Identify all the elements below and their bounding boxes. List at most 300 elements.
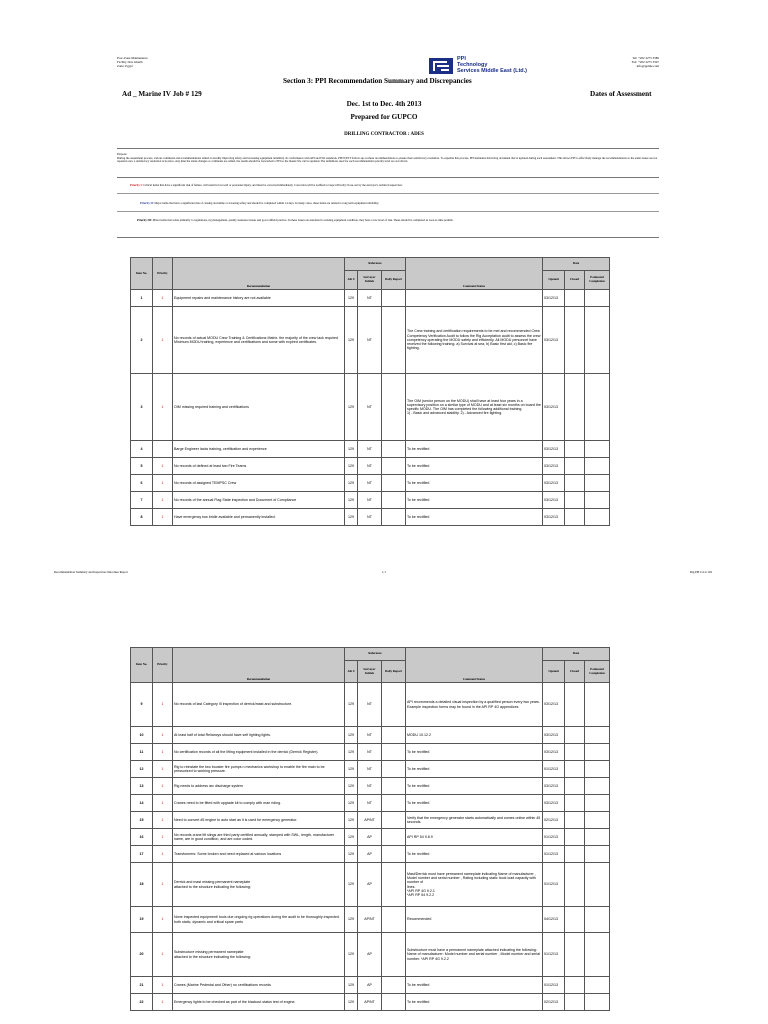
- table-cell-comment: API RP 54 9.8.9: [406, 829, 543, 846]
- table-cell-item-no: 21: [131, 977, 153, 994]
- table-cell-priority: [153, 441, 173, 458]
- table-cell-closed: [565, 441, 585, 458]
- table-cell-item-no: 2: [131, 307, 153, 374]
- divider: [117, 193, 659, 194]
- table-cell-recommendation: No records of assigned TEMPSC Crew: [173, 475, 345, 492]
- table-cell-comment: To be rectified: [406, 761, 543, 778]
- table-cell-job: 129: [345, 977, 358, 994]
- col-opened: Opened: [543, 271, 565, 290]
- col-job: Job #: [345, 271, 358, 290]
- table-cell-job: 129: [345, 933, 358, 977]
- table-cell-comment: To be rectified: [406, 475, 543, 492]
- table-cell-surveyor: AP/NT: [358, 812, 382, 829]
- table-cell-recommendation: Rig to reinstate the two booster fire pumps n mechanics workshop to enable the fire main to be pressurized to working pressure.: [173, 761, 345, 778]
- table-cell-priority: 1: [153, 492, 173, 509]
- table-cell-daily-report: [382, 744, 406, 761]
- priority-3-label: Priority III:: [137, 218, 152, 222]
- table-cell-item-no: 20: [131, 933, 153, 977]
- table-cell-comment: [406, 290, 543, 307]
- table-cell-estimated: [585, 492, 610, 509]
- table-cell-priority: 1: [153, 812, 173, 829]
- footer-page-number: 1/1: [382, 570, 386, 574]
- table-cell-comment: To be rectified: [406, 458, 543, 475]
- table-cell-estimated: [585, 727, 610, 744]
- table-cell-daily-report: [382, 907, 406, 933]
- header-right-line: info@ppime.com: [636, 64, 659, 68]
- table-cell-closed: [565, 795, 585, 812]
- purpose-block: [117, 153, 662, 164]
- table-cell-item-no: 1: [131, 290, 153, 307]
- table-cell-opened: 03/12/13: [543, 727, 565, 744]
- table-cell-closed: [565, 829, 585, 846]
- table-cell-priority: 1: [153, 795, 173, 812]
- table-cell-comment: To be rectified: [406, 795, 543, 812]
- table-cell-priority: 1: [153, 307, 173, 374]
- table-cell-surveyor: NT: [358, 683, 382, 727]
- table-cell-job: 129: [345, 994, 358, 1011]
- table-cell-recommendation: Equipment repairs and maintenance history are not available: [173, 290, 345, 307]
- table-row: [131, 290, 610, 307]
- table-cell-daily-report: [382, 761, 406, 778]
- table-cell-comment: To be rectified: [406, 441, 543, 458]
- table-cell-closed: [565, 761, 585, 778]
- table-row: [131, 933, 610, 977]
- table-cell-surveyor: AP: [358, 863, 382, 907]
- table-cell-comment: To be rectified: [406, 846, 543, 863]
- section-title: Section 3: PPI Recommendation Summary and Discrepancies: [283, 77, 472, 85]
- header-right-line: Tel: +202 2275 3580: [632, 56, 659, 60]
- table-cell-surveyor: NT: [358, 778, 382, 795]
- table-cell-recommendation: No records of actual MODU Crew Training & Certifications Matrix. the majority of the crew lack required Minimum MODU training, experience and certifications and some with expired certificates.: [173, 307, 345, 374]
- table-cell-opened: 03/12/13: [543, 744, 565, 761]
- table-cell-recommendation: No records of last Category III inspection of derrick/mast and substructure.: [173, 683, 345, 727]
- table-cell-closed: [565, 307, 585, 374]
- col-surveyor: Surveyor Initials: [358, 661, 382, 683]
- table-cell-daily-report: [382, 863, 406, 907]
- table-cell-recommendation: Emergency lights to be checked as part of the blackout status test of engine.: [173, 994, 345, 1011]
- priority-1-label: Priority I:: [130, 183, 143, 187]
- col-reference: Reference: [345, 648, 406, 661]
- table-cell-job: 129: [345, 374, 358, 441]
- col-opened: Opened: [543, 661, 565, 683]
- table-cell-comment: To be rectified: [406, 744, 543, 761]
- table-row: [131, 374, 610, 441]
- table-cell-daily-report: [382, 290, 406, 307]
- table-cell-surveyor: NT: [358, 509, 382, 526]
- col-date: Date: [543, 258, 610, 271]
- col-job: Job #: [345, 661, 358, 683]
- table-cell-surveyor: NT: [358, 374, 382, 441]
- table-cell-comment: To be rectified: [406, 994, 543, 1011]
- table-cell-priority: 1: [153, 977, 173, 994]
- table-cell-item-no: 9: [131, 683, 153, 727]
- table-cell-closed: [565, 509, 585, 526]
- dates-label: Dates of Assessment: [590, 90, 652, 98]
- table-cell-closed: [565, 727, 585, 744]
- table-cell-closed: [565, 812, 585, 829]
- table-cell-recommendation: Derrick and mast missing permanent nameplate attached to the structure indicating the following:: [173, 863, 345, 907]
- table-cell-surveyor: AP: [358, 829, 382, 846]
- table-cell-recommendation: Barge Engineer lacks training, certification and experience: [173, 441, 345, 458]
- table-cell-comment: To be rectified: [406, 778, 543, 795]
- table-row: [131, 727, 610, 744]
- table-cell-recommendation: Cranes (Marine Pedestal and Other) no certifications records: [173, 977, 345, 994]
- table-cell-daily-report: [382, 492, 406, 509]
- header-right-line: Fax: +202 2275 3597: [631, 60, 659, 64]
- table-cell-surveyor: AP: [358, 846, 382, 863]
- table-row: [131, 307, 610, 374]
- table-row: [131, 492, 610, 509]
- table-cell-closed: [565, 458, 585, 475]
- ppi-logo-icon: [429, 58, 453, 74]
- col-recommendation: Recommendation: [173, 258, 345, 290]
- table-cell-priority: 1: [153, 994, 173, 1011]
- table-cell-opened: 03/12/13: [543, 458, 565, 475]
- table-cell-surveyor: NT: [358, 492, 382, 509]
- table-cell-recommendation: Transformers: Some broken and need replaced at various locations: [173, 846, 345, 863]
- col-priority: Priority: [153, 648, 173, 683]
- table-cell-estimated: [585, 907, 610, 933]
- table-cell-opened: 01/12/13: [543, 977, 565, 994]
- table-cell-opened: 03/12/13: [543, 441, 565, 458]
- footer-right: Rig PPI Job # 129: [690, 570, 712, 574]
- table-cell-item-no: 15: [131, 812, 153, 829]
- table-row: [131, 778, 610, 795]
- table-cell-item-no: 17: [131, 846, 153, 863]
- table-cell-job: 129: [345, 744, 358, 761]
- table-cell-estimated: [585, 290, 610, 307]
- table-cell-job: 129: [345, 727, 358, 744]
- table-cell-estimated: [585, 977, 610, 994]
- table-cell-priority: 1: [153, 744, 173, 761]
- table-cell-surveyor: NT: [358, 458, 382, 475]
- priority-3-definition: [137, 218, 652, 222]
- table-cell-priority: 1: [153, 846, 173, 863]
- table-cell-priority: 1: [153, 458, 173, 475]
- table-cell-surveyor: NT: [358, 761, 382, 778]
- table-cell-daily-report: [382, 994, 406, 1011]
- table-cell-item-no: 19: [131, 907, 153, 933]
- header-left-line: Proc-Zone Maintenance: [117, 56, 148, 60]
- table-cell-estimated: [585, 458, 610, 475]
- divider: [117, 148, 659, 149]
- table-cell-recommendation: No records of the annual Flag State inspection and Document of Compliance: [173, 492, 345, 509]
- table-cell-opened: 03/12/13: [543, 290, 565, 307]
- table-cell-job: 129: [345, 290, 358, 307]
- col-priority: Priority: [153, 258, 173, 290]
- table-cell-estimated: [585, 761, 610, 778]
- table-cell-surveyor: AP: [358, 977, 382, 994]
- table-cell-surveyor: NT: [358, 795, 382, 812]
- table-cell-job: 129: [345, 863, 358, 907]
- table-cell-job: 129: [345, 475, 358, 492]
- table-row: [131, 977, 610, 994]
- table-cell-priority: 1: [153, 683, 173, 727]
- table-row: [131, 475, 610, 492]
- col-date: Date: [543, 648, 610, 661]
- table-cell-recommendation: None Inspected equipment/ tools due ongoing rig operations during the audit to be thoroughly inspected both static, dynamic and critical spare parts: [173, 907, 345, 933]
- table-cell-job: 129: [345, 441, 358, 458]
- divider: [117, 237, 659, 238]
- table-cell-estimated: [585, 812, 610, 829]
- table-cell-daily-report: [382, 812, 406, 829]
- table-cell-comment: Recommended: [406, 907, 543, 933]
- table-cell-priority: 1: [153, 863, 173, 907]
- table-cell-surveyor: AP: [358, 933, 382, 977]
- table-cell-job: 129: [345, 761, 358, 778]
- table-cell-estimated: [585, 509, 610, 526]
- header-left-line: Zone: Egypt: [117, 64, 133, 68]
- table-cell-comment: To be rectified: [406, 977, 543, 994]
- table-cell-opened: 03/12/13: [543, 795, 565, 812]
- footer-left: Recommendation Summary and Inspection Outcomes Report: [54, 570, 128, 574]
- table-cell-priority: 1: [153, 475, 173, 492]
- drilling-contractor: DRILLING CONTRACTOR : ADES: [344, 132, 424, 137]
- table-cell-estimated: [585, 829, 610, 846]
- table-cell-priority: 1: [153, 761, 173, 778]
- header-left-line: Facility: Ras Gharib: [117, 60, 143, 64]
- table-cell-item-no: 12: [131, 761, 153, 778]
- table-cell-surveyor: NT: [358, 441, 382, 458]
- table-cell-priority: 1: [153, 374, 173, 441]
- table-cell-estimated: [585, 307, 610, 374]
- table-cell-daily-report: [382, 374, 406, 441]
- priority-2-text: Major items that have a significant risk of causing downtime or lowering safety and should be completed within 14 days. In many cases, these items are related to long term equipment reliability.: [154, 201, 380, 205]
- table-cell-job: 129: [345, 683, 358, 727]
- table-cell-closed: [565, 863, 585, 907]
- table-cell-opened: 03/12/13: [543, 475, 565, 492]
- table-row: [131, 683, 610, 727]
- table-cell-closed: [565, 744, 585, 761]
- table-cell-recommendation: Substructure missing permanent nameplate attached to the structure indicating the following:: [173, 933, 345, 977]
- purpose-label: Purpose:: [117, 152, 128, 156]
- table-cell-job: 129: [345, 509, 358, 526]
- table-row: [131, 846, 610, 863]
- table-cell-closed: [565, 846, 585, 863]
- table-cell-estimated: [585, 683, 610, 727]
- table-cell-closed: [565, 778, 585, 795]
- table-cell-item-no: 5: [131, 458, 153, 475]
- table-cell-item-no: 6: [131, 475, 153, 492]
- table-cell-daily-report: [382, 683, 406, 727]
- table-cell-daily-report: [382, 829, 406, 846]
- table-cell-daily-report: [382, 846, 406, 863]
- table-cell-item-no: 11: [131, 744, 153, 761]
- col-comment: Comment/Status: [406, 648, 543, 683]
- table-cell-recommendation: Cranes need to be fitted with upgrade kit to comply with man riding.: [173, 795, 345, 812]
- date-range: Dec. 1st to Dec. 4th 2013: [346, 100, 422, 108]
- table-cell-comment: To be rectified: [406, 492, 543, 509]
- table-cell-surveyor: NT: [358, 744, 382, 761]
- table-cell-estimated: [585, 795, 610, 812]
- col-daily-report: Daily Report: [382, 271, 406, 290]
- table-cell-opened: 04/12/13: [543, 907, 565, 933]
- table-cell-job: 129: [345, 907, 358, 933]
- table-cell-job: 129: [345, 829, 358, 846]
- priority-1-text: Critical items that have a significant risk of failure, will result in lost well or personnel injury, and must be corrected immediately. Correction will be notified to Gupco/Priority Close-out by the surveyor's technical supervisor.: [143, 183, 403, 187]
- col-estimated: Estimated Completion: [585, 271, 610, 290]
- table-cell-estimated: [585, 778, 610, 795]
- table-cell-opened: 03/12/13: [543, 307, 565, 374]
- table-cell-item-no: 18: [131, 863, 153, 907]
- table-cell-opened: 03/12/13: [543, 683, 565, 727]
- table-row: [131, 863, 610, 907]
- table-cell-surveyor: NT: [358, 475, 382, 492]
- divider: [117, 211, 659, 212]
- col-recommendation: Recommendation: [173, 648, 345, 683]
- table-cell-comment: Verify that the emergency generator starts automatically and comes online within 45 seconds.: [406, 812, 543, 829]
- table-row: [131, 458, 610, 475]
- table-cell-opened: 03/12/13: [543, 374, 565, 441]
- table-cell-daily-report: [382, 441, 406, 458]
- table-cell-opened: 01/12/13: [543, 829, 565, 846]
- table-cell-closed: [565, 374, 585, 441]
- table-row: [131, 829, 610, 846]
- col-item-no: Item No.: [131, 258, 153, 290]
- table-row: [131, 907, 610, 933]
- table-cell-priority: 1: [153, 829, 173, 846]
- table-cell-surveyor: AP/NT: [358, 994, 382, 1011]
- table-cell-opened: 03/12/13: [543, 492, 565, 509]
- table-cell-comment: The Crew training and certification requirements to be met and recommended Crew Competency Verification Audit to follow the Rig Acceptation audit to assess the crew competency operating the MODU safety and efficiently. All MODU personnel have received the following training. a) Survival at sea, b) Basic first aid, c) Basic fire fighting.: [406, 307, 543, 374]
- table-row: [131, 761, 610, 778]
- table-row: [131, 994, 610, 1011]
- table-cell-estimated: [585, 846, 610, 863]
- table-cell-daily-report: [382, 475, 406, 492]
- table-cell-opened: 01/12/13: [543, 761, 565, 778]
- table-cell-surveyor: NT: [358, 727, 382, 744]
- table-cell-recommendation: At least half of total Reliancys should have self lighting lights.: [173, 727, 345, 744]
- priority-1-definition: [130, 183, 650, 187]
- table-cell-item-no: 8: [131, 509, 153, 526]
- table-cell-comment: API recommends a detailed visual inspection by a qualified person every two years. Example inspection forms may be found in the API RP 4G appendices: [406, 683, 543, 727]
- table-cell-closed: [565, 977, 585, 994]
- table-cell-daily-report: [382, 795, 406, 812]
- table-cell-closed: [565, 907, 585, 933]
- table-cell-daily-report: [382, 778, 406, 795]
- table-cell-priority: 1: [153, 727, 173, 744]
- logo-line1: Technology: [457, 62, 488, 68]
- table-cell-daily-report: [382, 977, 406, 994]
- table-cell-surveyor: NT: [358, 290, 382, 307]
- table-cell-job: 129: [345, 778, 358, 795]
- table-cell-job: 129: [345, 458, 358, 475]
- table-cell-estimated: [585, 441, 610, 458]
- table-row: [131, 795, 610, 812]
- table-cell-recommendation: No records crane lift slings are third party certified annually, stamped with SWL, length, manufacturer name, are in good condition, and are color coded.: [173, 829, 345, 846]
- header-company-info: [117, 56, 148, 68]
- table-cell-closed: [565, 290, 585, 307]
- prepared-for: Prepared for GUPCO: [350, 113, 418, 121]
- table-body-page2: [131, 683, 610, 1011]
- purpose-text: During the assessment process, various comments and recommendations aimed at steadily improving safety and increasing equipment reliability. In conformance with API and ISO standards, PPI/WEST follows up on these recommendations to ensure their satisfactory resolution. To expedite this process, PPI maintains this living document that is updated during each assessment. This allows PPI to effectively manage the recommendations so the same issues are not repeated once a satisfactory resolution is in place. Any time the status changes or comments are added, the results should be forwarded to PPI so the master file can be updated. The definitions used for each recommendation priority level are as follows:: [117, 155, 658, 164]
- logo-brand: PPI: [457, 56, 466, 62]
- table-cell-opened: 01/12/13: [543, 846, 565, 863]
- recommendation-table-page1: [130, 257, 610, 526]
- table-cell-recommendation: No records of defined at least two Fire Teams: [173, 458, 345, 475]
- table-cell-estimated: [585, 933, 610, 977]
- table-cell-estimated: [585, 475, 610, 492]
- table-cell-opened: 03/12/13: [543, 778, 565, 795]
- table-cell-priority: 1: [153, 907, 173, 933]
- table-cell-comment: Mast/Derrick must have permanent nameplate indicating Name of manufacturer , Model number and serial number , Rating including static hook load capacity with number of lines. *API RP 4G 9.2.1 *API RP 54 9.2.2: [406, 863, 543, 907]
- table-cell-item-no: 13: [131, 778, 153, 795]
- job-line: Ad _ Marine IV Job # 129: [122, 90, 202, 98]
- table-cell-opened: 02/12/13: [543, 994, 565, 1011]
- table-cell-closed: [565, 492, 585, 509]
- col-item-no: Item No.: [131, 648, 153, 683]
- col-comment: Comment/Status: [406, 258, 543, 290]
- table-cell-item-no: 4: [131, 441, 153, 458]
- table-cell-recommendation: Have emergency tow bridle available and permanently installed.: [173, 509, 345, 526]
- col-surveyor: Surveyor Initials: [358, 271, 382, 290]
- table-cell-priority: 1: [153, 290, 173, 307]
- col-reference: Reference: [345, 258, 406, 271]
- divider: [117, 177, 659, 178]
- table-cell-estimated: [585, 994, 610, 1011]
- table-cell-comment: MODU 10.12.2: [406, 727, 543, 744]
- table-cell-daily-report: [382, 933, 406, 977]
- table-cell-comment: To be rectified: [406, 509, 543, 526]
- header-contact-info: [599, 56, 659, 68]
- table-cell-estimated: [585, 374, 610, 441]
- table-cell-item-no: 22: [131, 994, 153, 1011]
- col-closed: Closed: [565, 661, 585, 683]
- table-cell-daily-report: [382, 458, 406, 475]
- table-cell-opened: 03/12/13: [543, 509, 565, 526]
- table-cell-opened: 01/12/13: [543, 863, 565, 907]
- table-cell-job: 129: [345, 795, 358, 812]
- table-cell-recommendation: OIM missing required training and certifications: [173, 374, 345, 441]
- table-cell-job: 129: [345, 846, 358, 863]
- table-cell-surveyor: AP/NT: [358, 907, 382, 933]
- logo-line2: Services Middle East (Ltd.): [457, 68, 527, 74]
- table-cell-closed: [565, 475, 585, 492]
- table-cell-recommendation: Need to convert #5 engine to auto start as it is used for emergency generator.: [173, 812, 345, 829]
- table-cell-estimated: [585, 863, 610, 907]
- table-cell-item-no: 3: [131, 374, 153, 441]
- table-body-page1: [131, 290, 610, 526]
- table-cell-daily-report: [382, 727, 406, 744]
- table-row: [131, 744, 610, 761]
- table-cell-item-no: 10: [131, 727, 153, 744]
- table-row: [131, 812, 610, 829]
- table-cell-priority: 1: [153, 778, 173, 795]
- table-cell-job: 129: [345, 307, 358, 374]
- table-cell-item-no: 14: [131, 795, 153, 812]
- table-cell-opened: 02/12/13: [543, 812, 565, 829]
- table-cell-closed: [565, 683, 585, 727]
- table-cell-job: 129: [345, 812, 358, 829]
- table-cell-recommendation: No certification records of all the lifting equipment installed in the derrick (Derrick Register).: [173, 744, 345, 761]
- col-daily-report: Daily Report: [382, 661, 406, 683]
- table-cell-daily-report: [382, 307, 406, 374]
- table-cell-recommendation: Rig needs to address arc discharge system: [173, 778, 345, 795]
- table-cell-comment: The OIM (senior person on the MODU) shall have at least four years in a supervisory position on a similar type of MODU and at least six months on board the specific MODU. The OIM has completed the following additional training. 1) - Basic and advanced stability. 2) - Advanced fire fighting.: [406, 374, 543, 441]
- table-cell-closed: [565, 994, 585, 1011]
- table-cell-item-no: 7: [131, 492, 153, 509]
- table-cell-priority: 1: [153, 933, 173, 977]
- col-closed: Closed: [565, 271, 585, 290]
- table-cell-item-no: 16: [131, 829, 153, 846]
- table-row: [131, 441, 610, 458]
- col-estimated: Estimated Completion: [585, 661, 610, 683]
- table-cell-daily-report: [382, 509, 406, 526]
- recommendation-table-page2: [130, 647, 610, 1011]
- table-cell-comment: Substructure must have a permanent nameplate attached indicating the following: Name of manufacturer: Model number and serial number , Model number and serial number. *API RP 4G 9.2.2: [406, 933, 543, 977]
- priority-2-definition: [140, 201, 650, 205]
- table-cell-surveyor: NT: [358, 307, 382, 374]
